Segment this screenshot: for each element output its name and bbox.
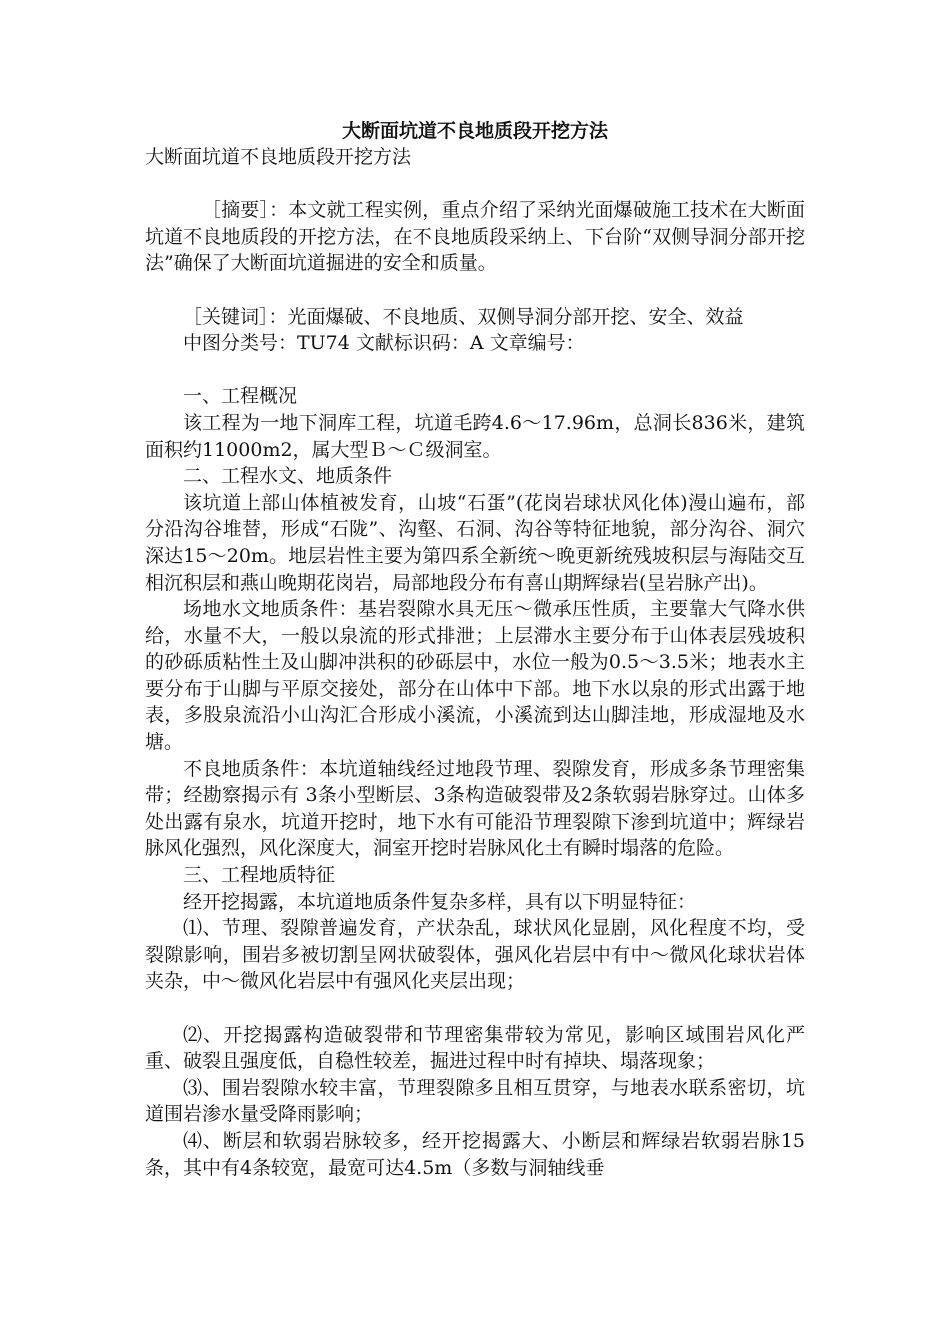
- keywords-paragraph: ［关键词］：光面爆破、不良地质、双侧导洞分部开挖、安全、效益: [183, 305, 744, 328]
- document-subtitle: 大断面坑道不良地质段开挖方法: [145, 146, 412, 168]
- section3-intro: 经开挖揭露，本坑道地质条件复杂多样，具有以下明显特征：: [183, 890, 697, 913]
- section-heading-1: 一、工程概况: [183, 385, 298, 408]
- section3-item-3: ⑶、围岩裂隙水较丰富，节理裂隙多且相互贯穿，与地表水联系密切，坑道围岩渗水量受降雨影响；: [145, 1076, 805, 1126]
- abstract-paragraph: ［摘要］：本文就工程实例，重点介绍了采纳光面爆破施工技术在大断面坑道不良地质段的开挖方法，在不良地质段采纳上、下台阶“双侧导洞分部开挖法”确保了大断面坑道掘进的安全和质量。: [145, 199, 805, 275]
- document-page: [145, 118, 805, 1181]
- section2-paragraph-1: 该坑道上部山体植被发育，山坡“石蛋”(花岗岩球状风化体)漫山遍布，部分沿沟谷堆替，形成“石陇”、沟壑、石洞、沟谷等特征地貌，部分沟谷、洞穴深达15～20m。地层岩性主要为第四系全新统～晚更新统残坡积层与海陆交互相沉积层和燕山晚期花岗岩，局部地段分布有喜山期辉绿岩(呈岩脉产出)。: [145, 491, 805, 594]
- spacer: [145, 277, 805, 304]
- document-title: 大断面坑道不良地质段开挖方法: [341, 120, 608, 142]
- section2-paragraph-2: 场地水文地质条件：基岩裂隙水具无压～微承压性质，主要靠大气降水供给，水量不大，一般以泉流的形式排泄；上层滞水主要分布于山体表层残坡积的砂砾质粘性土及山脚冲洪积的砂砾层中，水位一般为0.5～3.5米；地表水主要分布于山脚与平原交接处，部分在山体中下部。地下水以泉的形式出露于地表，多股泉流沿小山沟汇合形成小溪流，小溪流到达山脚洼地，形成湿地及水塘。: [145, 598, 805, 754]
- section-heading-2: 二、工程水文、地质条件: [183, 465, 393, 488]
- section3-item-4: ⑷、断层和软弱岩脉较多，经开挖揭露大、小断层和辉绿岩软弱岩脉15条，其中有4条较宽，最宽可达4.5m（多数与洞轴线垂: [145, 1129, 805, 1179]
- section3-item-1: ⑴、节理、裂隙普遍发育，产状杂乱，球状风化显剧，风化程度不均，受裂隙影响，围岩多被切割呈网状破裂体，强风化岩层中有中～微风化球状岩体夹杂，中～微风化岩层中有强风化夹层出现；: [145, 917, 805, 993]
- spacer: [145, 995, 805, 1022]
- section-heading-3: 三、工程地质特征: [183, 864, 336, 887]
- classification-line: 中图分类号：TU74 文献标识码：A 文章编号：: [183, 332, 585, 355]
- spacer: [145, 171, 805, 198]
- section2-paragraph-3: 不良地质条件：本坑道轴线经过地段节理、裂隙发育，形成多条节理密集带；经勘察揭示有 3条小型断层、3条构造破裂带及2条软弱岩脉穿过。山体多处出露有泉水，坑道开挖时，地下水有可能沿节理裂隙下渗到坑道中；辉绿岩脉风化强烈，风化深度大，洞室开挖时岩脉风化土有瞬时塌落的危险。: [145, 757, 805, 860]
- section3-item-2: ⑵、开挖揭露构造破裂带和节理密集带较为常见，影响区域围岩风化严重、破裂且强度低，自稳性较差，掘进过程中时有掉块、塌落现象；: [145, 1023, 805, 1073]
- section1-paragraph-1: 该工程为一地下洞库工程，坑道毛跨4.6～17.96m，总洞长836米，建筑面积约11000m2，属大型Ｂ～Ｃ级洞室。: [145, 411, 805, 461]
- spacer: [145, 357, 805, 384]
